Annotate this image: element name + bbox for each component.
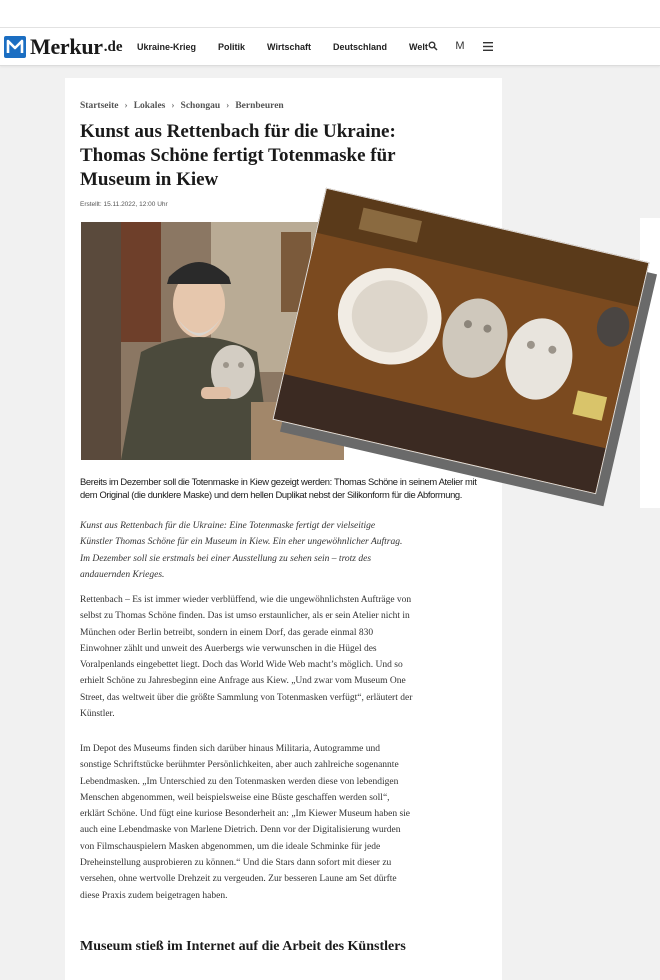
breadcrumb-lokales[interactable]: Lokales (133, 101, 166, 111)
article-title: Kunst aus Rettenbach für die Ukraine: Thomas Schöne fertigt Totenmaske für Museum in Kiew (80, 121, 396, 190)
created-date: Erstellt: 15.11.2022, 12:00 Uhr (80, 201, 168, 208)
breadcrumb-separator: › (226, 101, 230, 111)
breadcrumb-schongau[interactable]: Schongau (180, 101, 221, 111)
site-logo[interactable] (4, 33, 122, 61)
main-nav (137, 28, 450, 65)
logo-tld: .de (103, 38, 123, 55)
search-icon[interactable] (424, 37, 442, 55)
breadcrumb-separator: › (171, 101, 175, 111)
site-header (0, 28, 660, 66)
top-strip (0, 0, 660, 28)
article-lead: Kunst aus Rettenbach für die Ukraine: Eine Totenmaske fertigt der vielseitige Künstler Thomas Schöne für ein Museum in Kiew. Ein eher ungewöhnlicher Auftrag. Im Dezember soll sie erstmals bei einer Ausstellung zu sehen sein – trotz des andauernden Krieges. (80, 521, 403, 580)
breadcrumb-separator: › (124, 101, 128, 111)
article-paragraph-1: Rettenbach – Es ist immer wieder verblüffend, wie die ungewöhnlichsten Aufträge von selbst zu Thomas Schöne finden. Das ist umso erstaunlicher, als er sein Atelier nicht in München oder Berlin betreibt, sondern in einem Dorf, das gerade einmal 830 Einwohner zählt und unweit des Auerbergs wie verwunschen in die Hügel des Voralpenlands eingebettet liegt. Doch das World Wide Web macht’s möglich. Und so erhielt Schöne zu Jahresbeginn eine Anfrage aus Kiew. „Und zwar vom Museum One Street, das weltweit über die größte Sammlung von Totenmasken verfügt“, erläutert der Künstler. (80, 595, 413, 720)
breadcrumb-bernbeuren[interactable]: Bernbeuren (235, 101, 284, 111)
breadcrumb (80, 101, 284, 111)
breadcrumb-startseite[interactable]: Startseite (80, 101, 119, 111)
sidebar-gray (502, 78, 660, 218)
article-paragraph-2: Im Depot des Museums finden sich darüber hinaus Militaria, Autogramme und sonstige Schriftstücke berühmter Persönlichkeiten, aber auch zahlreiche sogenannte Lebendmasken. „Im Unterschied zu den Totenmasken werden diese von lebendigen Menschen abgenommen, weil beispielsweise eine Büste geschaffen werden soll“, erklärt Schöne. Und fügt eine kuriose Besonderheit an: „Im Kiewer Museum haben sie auch eine Lebendmaske von Marlene Dietrich. Denn vor der Digitalisierung wurden von Filmschauspielern Masken abgenommen, um die ideale Schminke für jede Dreheinstellung ausprobieren zu können.“ Und die Stars dann sofort mit dieser zu versehen, ohne wertvolle Drehzeit zu vergeuden. Zur besseren Laune am Set dürfte diese Praxis zudem beigetragen haben. (80, 744, 411, 901)
nav-deutschland[interactable]: Deutschland (332, 41, 387, 52)
logo-text: Merkur (30, 34, 103, 59)
section-heading: Museum stieß im Internet auf die Arbeit des Künstlers (80, 939, 406, 954)
photo-caption: Bereits im Dezember soll die Totenmaske in Kiew gezeigt werden: Thomas Schöne in seinem Atelier mit dem Original (die dunklere Maske) und dem hellen Duplikat nebst der Silikonform für die Abformung. (80, 476, 477, 500)
merkur-m-button[interactable]: M (455, 40, 465, 52)
nav-ukraine-krieg[interactable]: Ukraine-Krieg (137, 41, 197, 52)
nav-wirtschaft[interactable]: Wirtschaft (267, 41, 311, 52)
nav-politik[interactable]: Politik (218, 41, 246, 52)
merkur-logo-icon (4, 36, 26, 58)
nav-welt[interactable]: Welt (409, 41, 428, 52)
menu-icon[interactable] (479, 37, 497, 55)
